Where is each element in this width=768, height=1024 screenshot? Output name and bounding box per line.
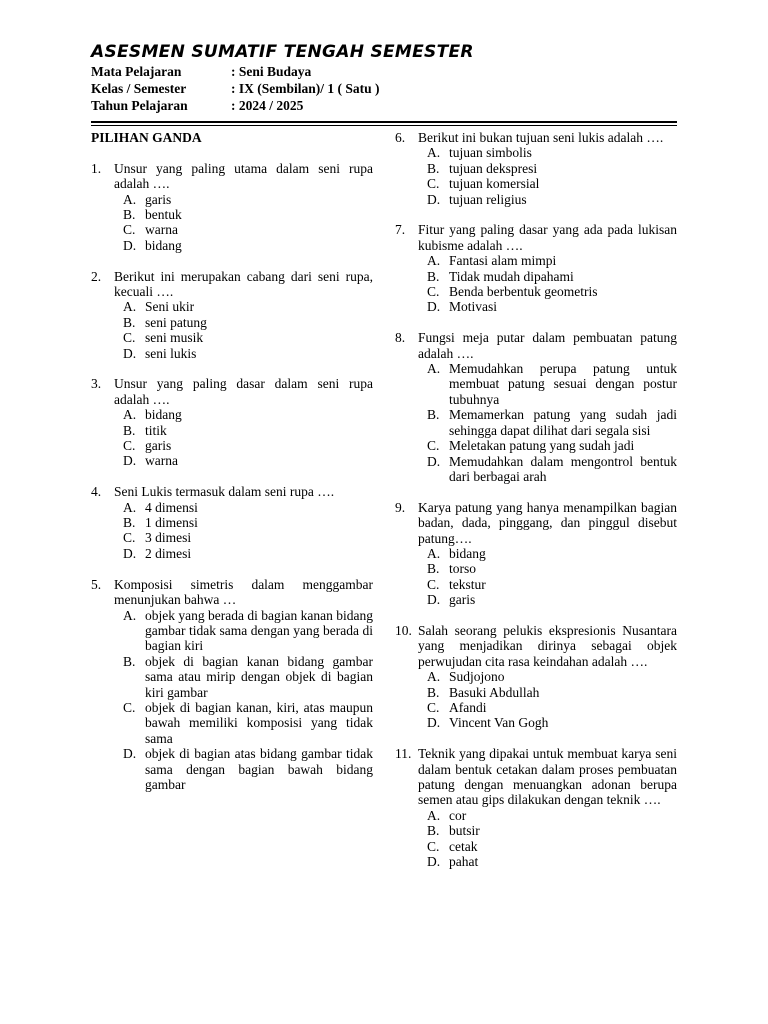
option-text: warna: [145, 222, 178, 238]
left-column: [91, 130, 373, 808]
answer-option: [427, 361, 677, 407]
option-text: 3 dimesi: [145, 530, 192, 546]
question-stem: [91, 577, 373, 608]
option-text: bidang: [145, 237, 182, 253]
answer-options: [91, 500, 373, 562]
answer-options: [395, 808, 677, 870]
meta-value: : Seni Budaya: [231, 64, 312, 79]
question-text: Berikut ini bukan tujuan seni lukis adalah ….: [418, 130, 664, 145]
answer-option: [427, 438, 677, 453]
option-letter: B.: [123, 422, 136, 438]
question-item: [395, 222, 677, 314]
option-text: objek di bagian kanan, kiri, atas maupun bawah memiliki komposisi yang tidak sama: [145, 699, 373, 746]
answer-option: [427, 854, 677, 869]
option-text: Afandi: [449, 699, 487, 715]
answer-option: [427, 192, 677, 207]
option-text: garis: [145, 191, 172, 207]
option-letter: C.: [123, 438, 136, 454]
right-column: [395, 130, 677, 885]
option-text: cetak: [449, 838, 478, 854]
option-letter: A.: [123, 299, 137, 315]
option-letter: C.: [427, 284, 440, 300]
option-letter: B.: [427, 160, 440, 176]
answer-options: [395, 145, 677, 207]
answer-option: [427, 577, 677, 592]
question-text: Unsur yang paling utama dalam seni rupa adalah ….: [114, 160, 373, 192]
question-number: 7.: [395, 222, 406, 238]
option-letter: C.: [123, 330, 136, 346]
question-stem: [395, 222, 677, 253]
option-letter: A.: [123, 191, 137, 207]
answer-option: [427, 284, 677, 299]
answer-option: [123, 700, 373, 746]
option-letter: D.: [123, 345, 137, 361]
option-text: butsir: [449, 823, 480, 839]
option-letter: B.: [123, 207, 136, 222]
header-divider-thin: [91, 125, 677, 126]
question-item: [395, 500, 677, 608]
option-letter: A.: [123, 607, 137, 623]
answer-option: [427, 407, 677, 438]
option-letter: A.: [427, 807, 441, 823]
option-letter: D.: [427, 854, 441, 870]
option-letter: A.: [427, 669, 441, 685]
option-text: objek di bagian atas bidang gambar tidak sama dengan bagian bawah bidang gambar: [145, 746, 373, 792]
answer-options: [395, 546, 677, 608]
option-letter: C.: [427, 438, 440, 454]
option-text: warna: [145, 453, 178, 469]
option-letter: C.: [427, 699, 440, 715]
answer-option: [427, 823, 677, 838]
question-item: [395, 623, 677, 731]
answer-options: [395, 253, 677, 315]
option-letter: C.: [123, 222, 136, 238]
option-text: garis: [449, 592, 476, 608]
option-text: cor: [449, 807, 467, 823]
question-stem: [395, 746, 677, 808]
question-text: Fungsi meja putar dalam pembuatan patung adalah ….: [418, 330, 677, 361]
option-text: Sudjojono: [449, 669, 505, 685]
answer-option: [123, 238, 373, 253]
question-stem: [91, 376, 373, 407]
option-text: seni lukis: [145, 345, 197, 361]
question-stem: [91, 161, 373, 192]
question-stem: [395, 330, 677, 361]
answer-option: [427, 561, 677, 576]
option-letter: B.: [123, 515, 136, 531]
option-letter: B.: [427, 684, 440, 700]
option-text: Memamerkan patung yang sudah jadi sehingga dapat dilihat dari segala sisi: [449, 407, 677, 438]
option-text: garis: [145, 438, 172, 454]
option-text: tujuan religius: [449, 191, 527, 207]
question-item: [395, 746, 677, 869]
question-number: 6.: [395, 130, 406, 145]
answer-option: [427, 808, 677, 823]
question-number: 10.: [395, 622, 412, 638]
question-item: [91, 161, 373, 253]
meta-value: : IX (Sembilan)/ 1 ( Satu ): [231, 81, 380, 96]
option-text: seni musik: [145, 330, 204, 346]
answer-option: [427, 145, 677, 160]
question-number: 9.: [395, 499, 406, 515]
question-number: 1.: [91, 160, 102, 176]
question-text: Fitur yang paling dasar yang ada pada lukisan kubisme adalah ….: [418, 222, 677, 253]
meta-row-subject: [91, 64, 380, 81]
question-stem: [395, 130, 677, 145]
option-text: titik: [145, 422, 167, 438]
option-text: Seni ukir: [145, 299, 195, 315]
exam-title: ASESMEN SUMATIF TENGAH SEMESTER: [91, 42, 474, 62]
question-number: 8.: [395, 330, 406, 346]
answer-options: [91, 299, 373, 361]
answer-option: [123, 330, 373, 345]
answer-option: [427, 700, 677, 715]
answer-option: [123, 192, 373, 207]
answer-option: [427, 269, 677, 284]
question-stem: [395, 623, 677, 669]
option-text: Meletakan patung yang sudah jadi: [449, 438, 635, 454]
option-letter: D.: [427, 191, 441, 207]
meta-value: : 2024 / 2025: [231, 98, 304, 113]
question-item: [395, 330, 677, 484]
option-text: bidang: [145, 407, 182, 423]
answer-options: [91, 608, 373, 793]
option-letter: D.: [427, 299, 441, 315]
option-text: seni patung: [145, 314, 207, 330]
option-letter: D.: [123, 746, 137, 762]
section-title: PILIHAN GANDA: [91, 130, 202, 145]
question-stem: [91, 269, 373, 300]
question-text: Karya patung yang hanya menampilkan bagian badan, dada, pinggang, dan pinggul disebut patung….: [418, 499, 677, 546]
question-number: 4.: [91, 484, 102, 500]
option-letter: A.: [427, 545, 441, 561]
option-letter: C.: [123, 699, 136, 715]
question-item: [91, 484, 373, 561]
option-letter: C.: [123, 530, 136, 546]
option-letter: A.: [427, 361, 441, 377]
answer-option: [123, 407, 373, 422]
answer-option: [123, 546, 373, 561]
question-number: 11.: [395, 746, 412, 762]
answer-option: [427, 592, 677, 607]
question-text: Seni Lukis termasuk dalam seni rupa ….: [114, 484, 335, 500]
question-text: Unsur yang paling dasar dalam seni rupa adalah ….: [114, 376, 373, 407]
answer-options: [91, 192, 373, 254]
question-list: [395, 130, 677, 869]
option-text: 2 dimesi: [145, 545, 192, 561]
header-divider: [91, 121, 677, 123]
option-text: objek yang berada di bagian kanan bidang gambar tidak sama dengan yang berada di bagian kiri: [145, 607, 373, 654]
answer-options: [91, 407, 373, 469]
option-letter: D.: [123, 453, 137, 469]
option-letter: A.: [427, 145, 441, 161]
option-letter: C.: [427, 576, 440, 592]
answer-option: [427, 454, 677, 485]
option-text: Memudahkan perupa patung untuk membuat patung sesuai dengan postur tubuhnya: [449, 361, 677, 407]
option-letter: B.: [427, 823, 440, 839]
option-letter: D.: [427, 592, 441, 608]
option-letter: A.: [123, 407, 137, 423]
question-number: 5.: [91, 576, 102, 592]
meta-label: Kelas / Semester: [91, 81, 187, 96]
answer-option: [123, 515, 373, 530]
option-letter: C.: [427, 176, 440, 192]
meta-label: Tahun Pelajaran: [91, 98, 188, 113]
option-letter: B.: [427, 268, 440, 284]
answer-options: [395, 361, 677, 484]
option-letter: B.: [427, 407, 440, 423]
answer-option: [123, 746, 373, 792]
answer-option: [427, 299, 677, 314]
answer-option: [427, 253, 677, 268]
answer-option: [123, 222, 373, 237]
option-text: tekstur: [449, 576, 486, 592]
option-letter: D.: [123, 545, 137, 561]
question-item: [395, 130, 677, 207]
answer-option: [123, 438, 373, 453]
question-item: [91, 269, 373, 361]
option-text: tujuan dekspresi: [449, 160, 538, 176]
option-letter: C.: [427, 838, 440, 854]
option-text: Benda berbentuk geometris: [449, 284, 598, 300]
question-item: [91, 376, 373, 468]
question-list: [91, 161, 373, 793]
option-text: bentuk: [145, 207, 182, 222]
answer-option: [123, 299, 373, 314]
answer-options: [395, 669, 677, 731]
option-letter: B.: [123, 653, 136, 669]
option-text: Tidak mudah dipahami: [449, 268, 574, 284]
answer-option: [123, 423, 373, 438]
option-text: torso: [449, 561, 476, 577]
answer-option: [123, 207, 373, 222]
option-letter: B.: [123, 314, 136, 330]
answer-option: [123, 530, 373, 545]
option-text: Basuki Abdullah: [449, 684, 540, 700]
question-stem: [395, 500, 677, 546]
answer-option: [427, 715, 677, 730]
option-text: bidang: [449, 545, 486, 561]
question-text: Salah seorang pelukis ekspresionis Nusantara yang menjadikan dirinya sebagai objek perwujudan cita rasa keindahan adalah ….: [418, 622, 677, 669]
option-letter: A.: [123, 499, 137, 515]
option-text: tujuan komersial: [449, 176, 540, 192]
answer-option: [123, 315, 373, 330]
option-text: pahat: [449, 854, 479, 870]
answer-option: [427, 546, 677, 561]
meta-label: Mata Pelajaran: [91, 64, 182, 79]
answer-option: [123, 500, 373, 515]
option-letter: D.: [427, 453, 441, 469]
answer-option: [123, 346, 373, 361]
answer-option: [427, 161, 677, 176]
answer-option: [427, 685, 677, 700]
question-text: Teknik yang dipakai untuk membuat karya seni dalam bentuk cetakan dalam proses pembuatan patung dengan menuangkan adonan berupa semen atau gips dilakukan dengan teknik ….: [418, 746, 677, 808]
option-text: tujuan simbolis: [449, 145, 532, 161]
answer-option: [427, 839, 677, 854]
meta-row-year: [91, 98, 380, 115]
question-text: Berikut ini merupakan cabang dari seni rupa, kecuali ….: [114, 268, 373, 300]
option-text: Fantasi alam mimpi: [449, 253, 557, 269]
option-letter: A.: [427, 253, 441, 269]
answer-option: [123, 608, 373, 654]
option-text: Motivasi: [449, 299, 498, 315]
option-letter: D.: [427, 715, 441, 731]
option-text: 4 dimensi: [145, 499, 198, 515]
question-text: Komposisi simetris dalam menggambar menunjukan bahwa …: [114, 576, 373, 608]
option-text: 1 dimensi: [145, 515, 198, 531]
question-number: 2.: [91, 268, 102, 284]
question-item: [91, 577, 373, 793]
option-text: objek di bagian kanan bidang gambar sama atau mirip dengan objek di bagian kiri gambar: [145, 653, 373, 700]
answer-option: [427, 669, 677, 684]
answer-option: [427, 176, 677, 191]
question-number: 3.: [91, 376, 102, 392]
question-stem: [91, 484, 373, 499]
exam-meta: [91, 64, 380, 115]
option-text: Memudahkan dalam mengontrol bentuk dari berbagai arah: [449, 453, 677, 484]
answer-option: [123, 453, 373, 468]
option-text: Vincent Van Gogh: [449, 715, 549, 731]
option-letter: B.: [427, 561, 440, 577]
meta-row-class: [91, 81, 380, 98]
option-letter: D.: [123, 237, 137, 253]
answer-option: [123, 654, 373, 700]
